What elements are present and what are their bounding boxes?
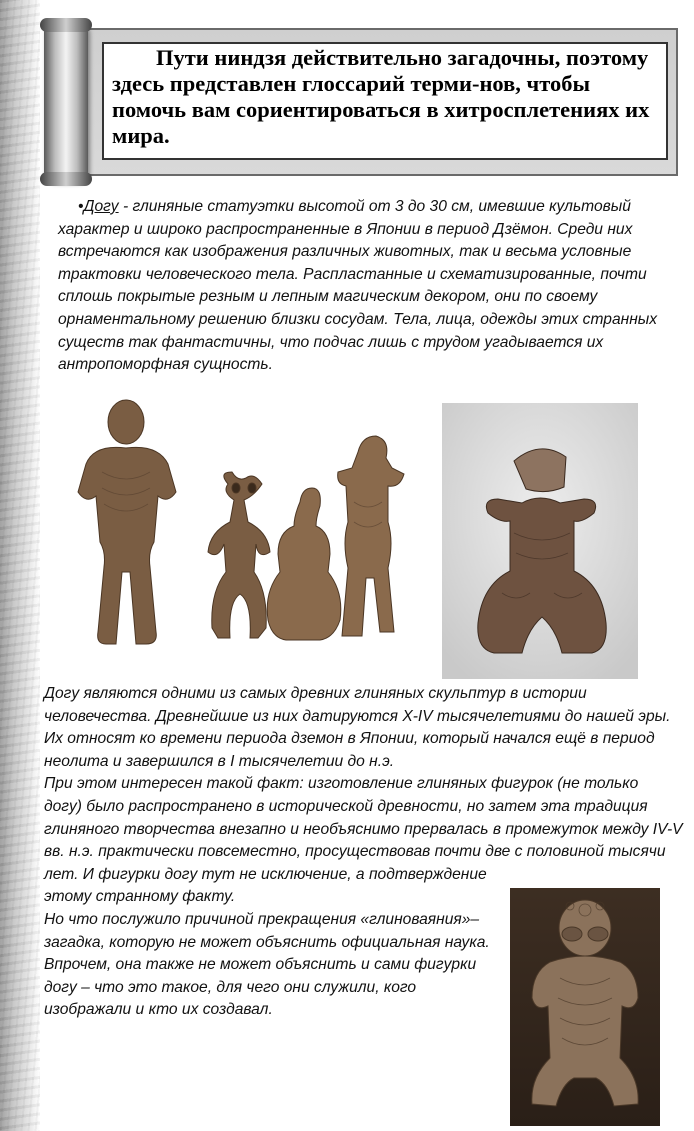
masked-dogu-figurine-photo bbox=[442, 403, 638, 679]
scroll-roll bbox=[44, 22, 88, 182]
scroll-banner bbox=[44, 22, 684, 182]
definition-line-1: •Догу - глиняные статуэтки высотой от 3 до 30 см, имевшие культовый bbox=[78, 198, 631, 215]
definition-line: сплошь покрытые резным и лепным магическим декором, они по своему bbox=[58, 288, 598, 306]
banner-text: Пути ниндзя действительно загадочны, поэтому здесь представлен глоссарий терми-нов, чтобы помочь вам сориентироваться в хитросплетениях их мира. bbox=[112, 45, 650, 148]
definition-line: существ так фантастичны, что подчас лишь с трудом угадывается их bbox=[58, 333, 604, 351]
definition-line: встречаются как изображения различных животных, так и весьма условные bbox=[58, 243, 632, 261]
definition-line: трактовки человеческого тела. Распластанные и схематизированные, почти bbox=[58, 265, 647, 283]
history-line: изображали и кто их создавал. bbox=[44, 1001, 273, 1019]
history-line: лет. И фигурки догу тут не исключение, а подтверждение bbox=[44, 865, 487, 883]
history-line: Их относят ко времени периода дземон в Японии, который начался ещё в период bbox=[44, 730, 655, 748]
history-line: догу – что это такое, для чего они служили, кого bbox=[44, 978, 417, 996]
four-dogu-figurines-photo bbox=[58, 392, 430, 658]
history-line: Но что послужило причиной прекращения «глиноваяния»– bbox=[44, 911, 480, 928]
goggle-eyed-dogu-figurine-photo bbox=[510, 888, 660, 1126]
history-line: догу) было распространено в исторической древности, но затем эта традиция bbox=[44, 798, 648, 815]
history-line: глиняного творчества внезапно и необъяснимо прервалась в промежуток между IV-V bbox=[44, 820, 683, 838]
history-line: При этом интересен такой факт: изготовление глиняных фигурок (не только bbox=[44, 775, 639, 793]
history-line: вв. н.э. практически повсеместно, просуществовав почти две с половиной тысячи bbox=[44, 843, 666, 861]
history-line: Догу являются одними из самых древних глиняных скульптур в истории bbox=[44, 685, 587, 702]
history-line: Впрочем, она также не может объяснить и сами фигурки bbox=[44, 956, 477, 974]
definition-line: характер и широко распространенные в Японии в период Дзёмон. Среди них bbox=[58, 220, 633, 238]
history-line: загадка, которую не может объяснить официальная наука. bbox=[44, 933, 490, 951]
history-line: неолита и завершился в I тысячелетии до н.э. bbox=[44, 752, 395, 770]
definition-line: антропоморфная сущность. bbox=[58, 356, 273, 374]
marble-edge-decoration bbox=[0, 0, 40, 1131]
term-dogu: Догу bbox=[83, 198, 119, 215]
history-line: этому странному факту. bbox=[44, 888, 236, 906]
history-line: человечества. Древнейшие из них датируются X-IV тысячелетиями до нашей эры. bbox=[44, 707, 671, 725]
definition-line: орнаментальному решению близки сосудам. Тела, лица, одежды этих странных bbox=[58, 311, 658, 328]
